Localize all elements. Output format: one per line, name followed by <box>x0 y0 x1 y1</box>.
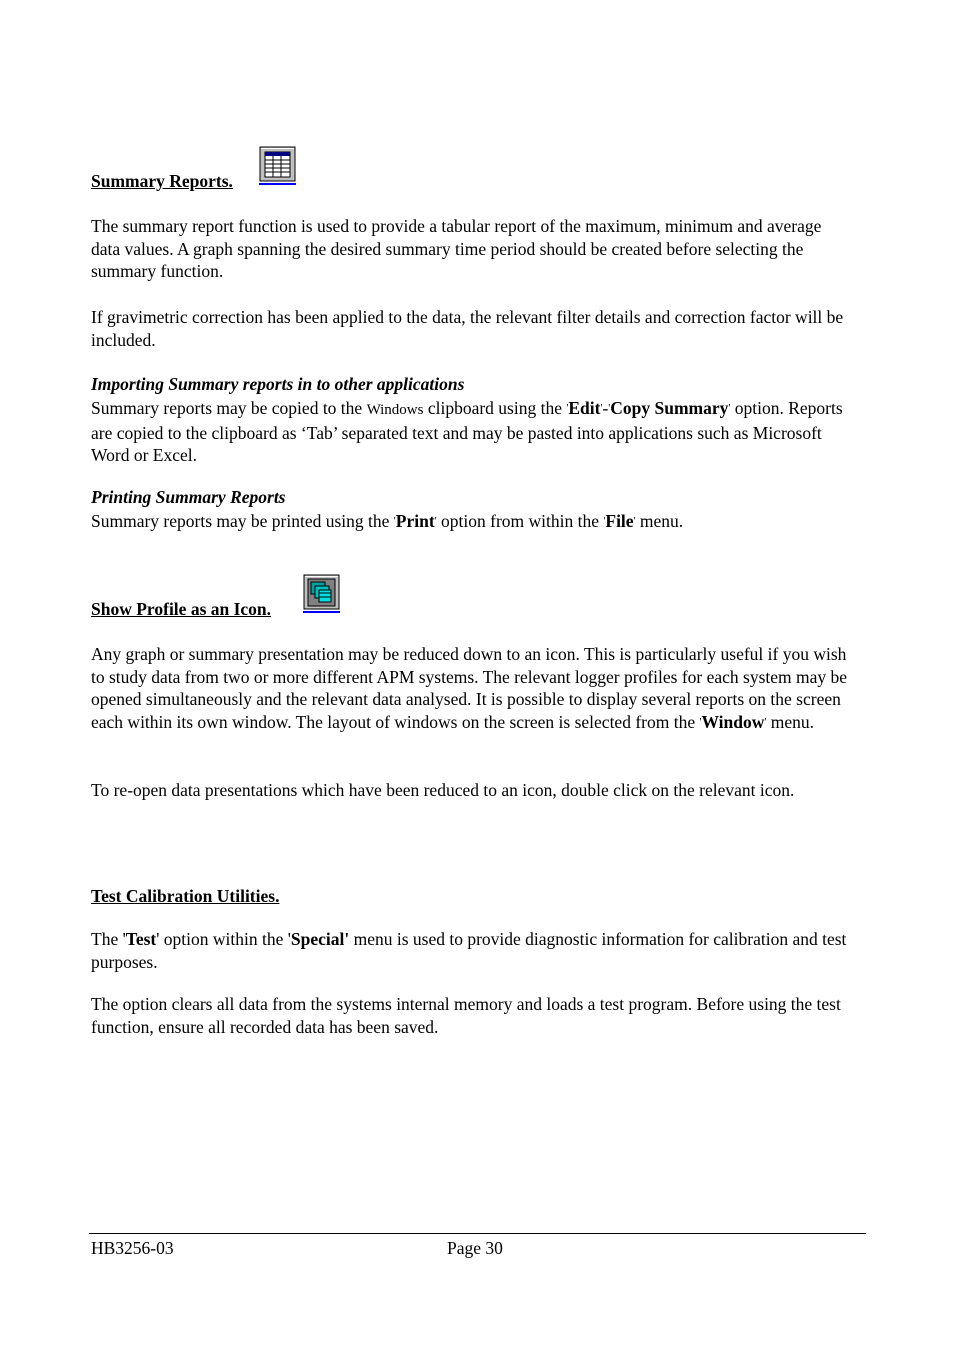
show-profile-heading: Show Profile as an Icon. <box>91 599 272 619</box>
test-option-ref: Test <box>125 929 157 949</box>
profile-paragraph-1: Any graph or summary presentation may be reduced down to an icon. This is particularly useful if you wish to study data from two or more different APM systems. The relevant logger profiles for each system may be opened simultaneously and the relevant data analysed. It is possible to display several reports on the screen each within its own window. The layout of windows on the screen is selected from the 'Window' menu. <box>91 644 848 732</box>
profile-paragraph-2: To re-open data presentations which have been reduced to an icon, double click on the relevant icon. <box>91 780 795 800</box>
importing-subheading: Importing Summary reports in to other applications <box>91 374 465 394</box>
window-menu-ref: Window <box>701 711 765 732</box>
table-icon <box>259 146 297 188</box>
footer-rule <box>89 1233 866 1234</box>
test-calibration-heading: Test Calibration Utilities. <box>91 886 280 906</box>
printing-subheading: Printing Summary Reports <box>91 487 286 507</box>
copy-summary-ref: Copy Summary <box>610 398 729 418</box>
test-paragraph-1: The 'Test' option within the 'Special' menu is used to provide diagnostic information for calibration and test purposes. <box>91 929 847 972</box>
print-option-ref: Print <box>395 511 435 531</box>
windows-icon <box>303 574 341 616</box>
footer-document-id: HB3256-03 <box>91 1238 174 1258</box>
test-paragraph-2: The option clears all data from the systems internal memory and loads a test program. Before using the test function, ensure all recorded data has been saved. <box>91 994 841 1037</box>
summary-paragraph-2: If gravimetric correction has been applied to the data, the relevant filter details and correction factor will be included. <box>91 307 844 350</box>
file-menu-ref: File <box>605 511 634 531</box>
footer-page-number: Page 30 <box>447 1238 503 1258</box>
printing-paragraph: Summary reports may be printed using the 'Print' option from within the 'File' menu. <box>91 511 684 531</box>
special-menu-ref: Special' <box>290 929 350 949</box>
summary-paragraph-1: The summary report function is used to provide a tabular report of the maximum, minimum and average data values. A graph spanning the desired summary time period should be created before selecting the summary function. <box>91 216 822 282</box>
summary-reports-heading: Summary Reports. <box>91 171 233 191</box>
edit-menu-ref: Edit <box>568 398 601 418</box>
importing-paragraph: Summary reports may be copied to the Windows clipboard using the 'Edit'-'Copy Summary' option. Reports are copied to the clipboard as ‘Tab’ separated text and may be pasted into applications such as Microsoft Word or Excel. <box>91 398 843 466</box>
